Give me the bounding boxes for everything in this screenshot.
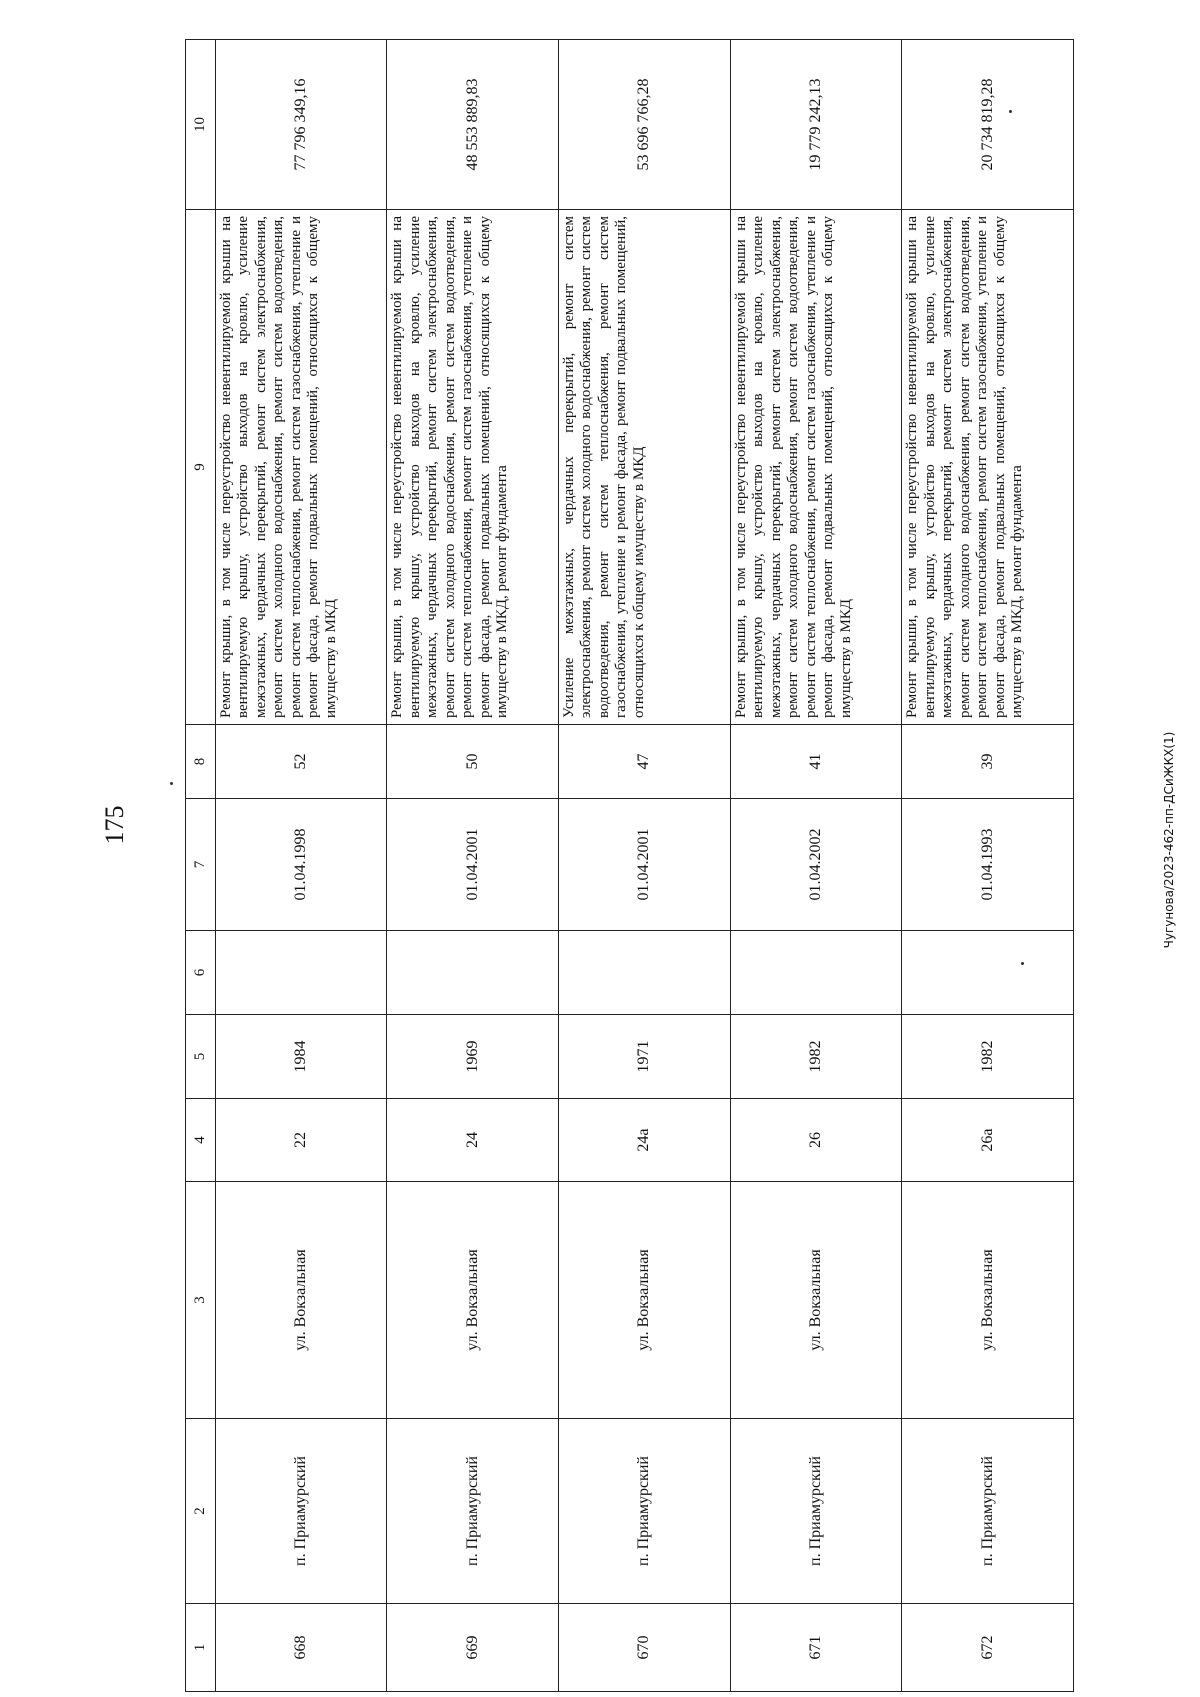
cost: 20 734 819,28 (902, 40, 1074, 210)
house-number: 26 (730, 1099, 902, 1182)
build-year: 1982 (730, 1015, 902, 1099)
house-number: 24 (387, 1099, 559, 1182)
column-number: 8 (186, 725, 216, 799)
works-description: Ремонт крыши, в том числе переустройство невентилируемой крыши на вентилируемую крышу, устройство выходов на кровлю, усиление межэтажных, чердачных перекрытий, ремонт систем электроснабжения, ремонт систем холодного водоснабжения, ремонт систем водоотведения, ремонт систем теплоснабжения, ремонт систем газоснабжения, утепление и ремонт фасада, ремонт подвальных помещений, относящихся к общему имуществу в МКД (730, 210, 902, 725)
date: 01.04.2002 (730, 799, 902, 931)
column-number: 6 (186, 931, 216, 1015)
works-description: Ремонт крыши, в том числе переустройство невентилируемой крыши на вентилируемую крышу, устройство выходов на кровлю, усиление межэтажных, чердачных перекрытий, ремонт систем электроснабжения, ремонт систем холодного водоснабжения, ремонт систем водоотведения, ремонт систем теплоснабжения, ремонт систем газоснабжения, утепление и ремонт фасада, ремонт подвальных помещений, относящихся к общему имуществу в МКД, ремонт фундамента (902, 210, 1074, 725)
rotated-table-region (185, 40, 1074, 1692)
settlement: п. Приамурский (902, 1419, 1074, 1604)
settlement: п. Приамурский (558, 1419, 730, 1604)
settlement: п. Приамурский (730, 1419, 902, 1604)
table-row (215, 40, 387, 1692)
build-year: 1971 (558, 1015, 730, 1099)
column-8-value: 50 (387, 725, 559, 799)
column-number: 10 (186, 40, 216, 210)
column-8-value: 39 (902, 725, 1074, 799)
date: 01.04.1993 (902, 799, 1074, 931)
works-description: Ремонт крыши, в том числе переустройство невентилируемой крыши на вентилируемую крышу, устройство выходов на кровлю, усиление межэтажных, чердачных перекрытий, ремонт систем электроснабжения, ремонт систем холодного водоснабжения, ремонт систем водоотведения, ремонт систем теплоснабжения, ремонт систем газоснабжения, утепление и ремонт фасада, ремонт подвальных помещений, относящихся к общему имуществу в МКД (215, 210, 387, 725)
column-number: 5 (186, 1015, 216, 1099)
buildings-table (185, 39, 1074, 1692)
document-stamp: Чугунова/2023-462-пп-ДСиЖКХ(1) (1162, 731, 1176, 949)
column-number: 7 (186, 799, 216, 931)
page-number: 175 (100, 805, 129, 845)
table-row (387, 40, 559, 1692)
date: 01.04.2001 (558, 799, 730, 931)
cost: 19 779 242,13 (730, 40, 902, 210)
row-number: 672 (902, 1604, 1074, 1692)
build-year: 1969 (387, 1015, 559, 1099)
works-description: Усиление межэтажных, чердачных перекрытий, ремонт систем электроснабжения, ремонт систем холодного водоснабжения, ремонт систем водоотведения, ремонт систем теплоснабжения, ремонт систем газоснабжения, утепление и ремонт фасада, ремонт подвальных помещений, относящихся к общему имуществу в МКД (558, 210, 730, 725)
build-year: 1984 (215, 1015, 387, 1099)
column-number: 2 (186, 1419, 216, 1604)
row-number: 671 (730, 1604, 902, 1692)
build-year: 1982 (902, 1015, 1074, 1099)
cost: 77 796 349,16 (215, 40, 387, 210)
column-6-cell (902, 931, 1074, 1015)
table-row (558, 40, 730, 1692)
column-number: 9 (186, 210, 216, 725)
works-description: Ремонт крыши, в том числе переустройство невентилируемой крыши на вентилируемую крышу, устройство выходов на кровлю, усиление межэтажных, чердачных перекрытий, ремонт систем электроснабжения, ремонт систем холодного водоснабжения, ремонт систем водоотведения, ремонт систем теплоснабжения, ремонт систем газоснабжения, утепление и ремонт фасада, ремонт подвальных помещений, относящихся к общему имуществу в МКД, ремонт фундамента (387, 210, 559, 725)
street: ул. Вокзальная (215, 1182, 387, 1419)
cost: 48 553 889,83 (387, 40, 559, 210)
cost: 53 696 766,28 (558, 40, 730, 210)
house-number: 24а (558, 1099, 730, 1182)
column-6-cell (730, 931, 902, 1015)
date: 01.04.1998 (215, 799, 387, 931)
street: ул. Вокзальная (902, 1182, 1074, 1419)
house-number: 22 (215, 1099, 387, 1182)
column-6-cell (558, 931, 730, 1015)
column-number-row (186, 40, 216, 1692)
column-6-cell (215, 931, 387, 1015)
column-number: 1 (186, 1604, 216, 1692)
street: ул. Вокзальная (558, 1182, 730, 1419)
settlement: п. Приамурский (387, 1419, 559, 1604)
table-row (730, 40, 902, 1692)
row-number: 669 (387, 1604, 559, 1692)
scan-speck (170, 782, 173, 785)
street: ул. Вокзальная (730, 1182, 902, 1419)
row-number: 668 (215, 1604, 387, 1692)
street: ул. Вокзальная (387, 1182, 559, 1419)
column-8-value: 52 (215, 725, 387, 799)
column-6-cell (387, 931, 559, 1015)
column-8-value: 41 (730, 725, 902, 799)
column-8-value: 47 (558, 725, 730, 799)
date: 01.04.2001 (387, 799, 559, 931)
table-row (902, 40, 1074, 1692)
settlement: п. Приамурский (215, 1419, 387, 1604)
column-number: 3 (186, 1182, 216, 1419)
column-number: 4 (186, 1099, 216, 1182)
house-number: 26а (902, 1099, 1074, 1182)
row-number: 670 (558, 1604, 730, 1692)
